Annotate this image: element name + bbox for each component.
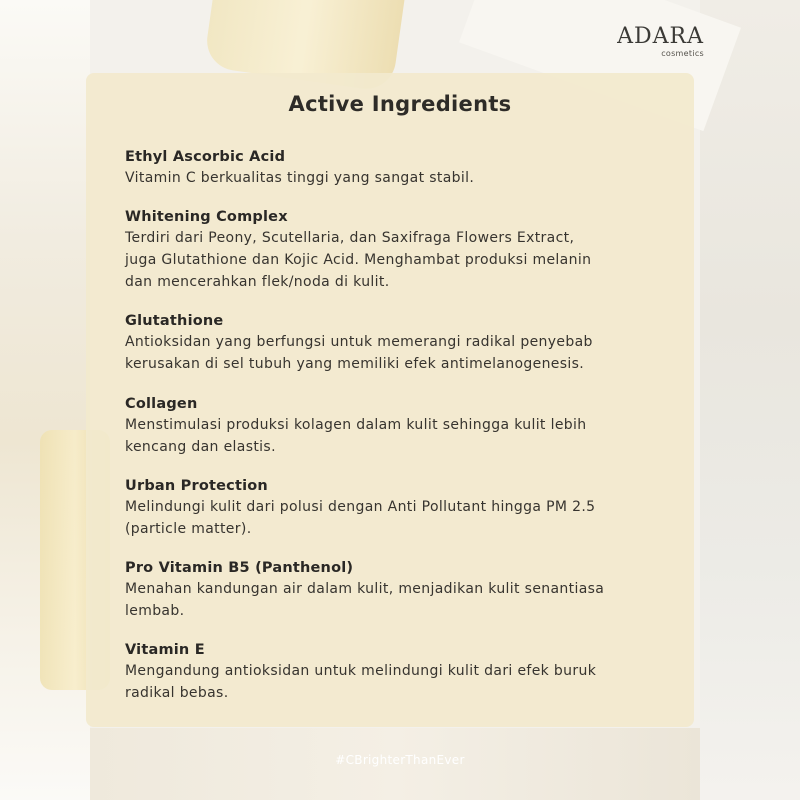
ingredient-item bbox=[125, 559, 685, 622]
ingredient-name: Ethyl Ascorbic Acid bbox=[125, 149, 286, 165]
ingredient-item bbox=[125, 477, 685, 540]
hashtag: #CBrighterThanEver bbox=[335, 753, 465, 767]
ingredient-description: Mengandung antioksidan untuk melindungi kulit dari efek buruk radikal bebas. bbox=[125, 663, 597, 701]
ingredient-list bbox=[125, 148, 685, 704]
ingredient-name: Whitening Complex bbox=[125, 209, 288, 225]
ingredient-description: Antioksidan yang berfungsi untuk memerangi radikal penyebab kerusakan di sel tubuh yang memiliki efek antimelanogenesis. bbox=[125, 334, 593, 372]
ingredient-description: Terdiri dari Peony, Scutellaria, dan Saxifraga Flowers Extract, juga Glutathione dan Kojic Acid. Menghambat produksi melanin dan mencerahkan flek/noda di kulit. bbox=[125, 230, 592, 290]
brand-logo bbox=[617, 26, 704, 58]
page-title: Active Ingredients bbox=[288, 92, 512, 116]
ingredient-name: Urban Protection bbox=[125, 478, 268, 494]
ingredient-item bbox=[125, 312, 685, 375]
ingredient-name: Glutathione bbox=[125, 313, 224, 329]
brand-subtitle: cosmetics bbox=[661, 49, 704, 58]
ingredient-name: Vitamin E bbox=[125, 642, 205, 658]
ingredient-description: Vitamin C berkualitas tinggi yang sangat stabil. bbox=[125, 170, 475, 186]
ingredient-item bbox=[125, 148, 685, 189]
ingredient-name: Pro Vitamin B5 (Panthenol) bbox=[125, 560, 354, 576]
ingredient-item bbox=[125, 208, 685, 293]
ingredient-name: Collagen bbox=[125, 396, 198, 412]
ingredient-item bbox=[125, 641, 685, 704]
brand-name: ADARA bbox=[617, 24, 704, 49]
background-right bbox=[700, 0, 800, 800]
ingredient-description: Melindungi kulit dari polusi dengan Anti Pollutant hingga PM 2.5 (particle matter). bbox=[125, 499, 596, 537]
ingredient-item bbox=[125, 395, 685, 458]
ingredient-description: Menstimulasi produksi kolagen dalam kulit sehingga kulit lebih kencang dan elastis. bbox=[125, 417, 587, 455]
ingredient-description: Menahan kandungan air dalam kulit, menjadikan kulit senantiasa lembab. bbox=[125, 581, 605, 619]
